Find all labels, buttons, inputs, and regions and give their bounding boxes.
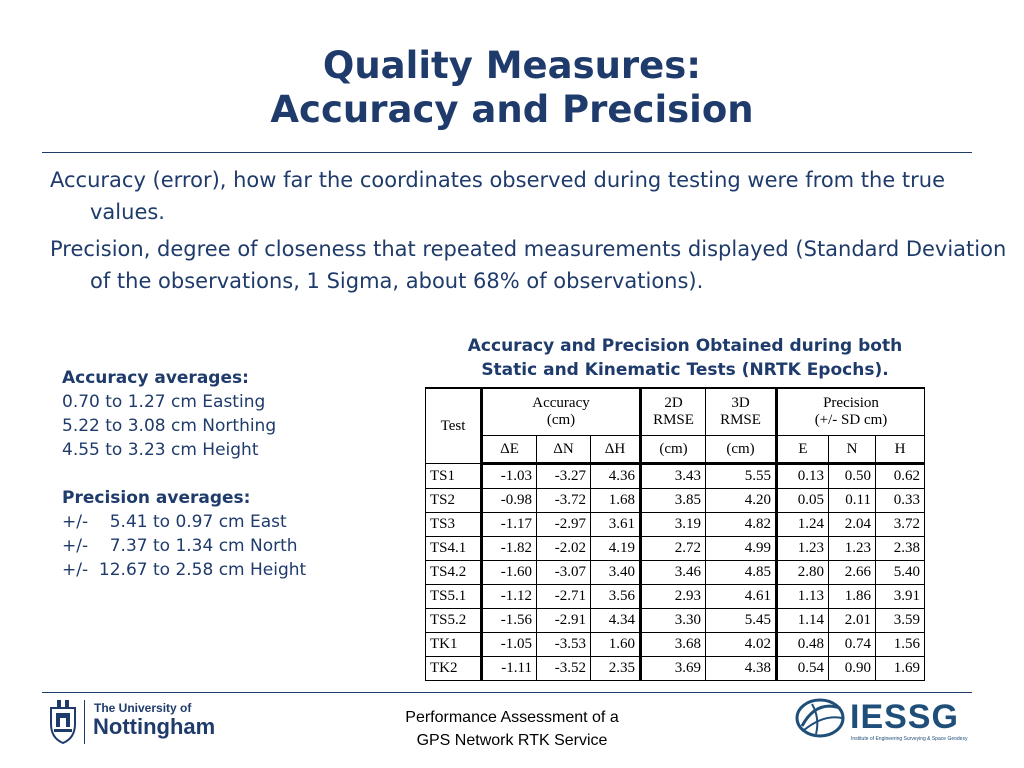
cell-2d-rmse: 3.19 (641, 513, 706, 537)
university-logo (48, 698, 228, 748)
university-name-small: The University of (94, 701, 192, 715)
accuracy-averages-heading: Accuracy averages: (62, 368, 249, 388)
cell-delta-h: 4.34 (591, 609, 641, 633)
precision-line: +/- 12.67 to 2.58 cm Height (62, 560, 307, 580)
header-2d-unit: (cm) (641, 436, 706, 464)
iessg-wordmark: IESSG (850, 698, 959, 736)
cell-delta-n: -3.52 (537, 657, 591, 681)
header-accuracy (482, 388, 641, 436)
cell-precision-h: 3.72 (876, 513, 925, 537)
globe-swirl-icon (794, 696, 848, 740)
header-3d-line-1: 3D (731, 395, 750, 411)
header-delta-e: ΔE (482, 436, 537, 464)
cell-delta-n: -3.53 (537, 633, 591, 657)
cell-delta-e: -1.17 (482, 513, 537, 537)
accuracy-line: 0.70 to 1.27 cm Easting (62, 392, 266, 412)
header-2d-line-1: 2D (664, 395, 683, 411)
accuracy-line: 5.22 to 3.08 cm Northing (62, 416, 277, 436)
table-row (426, 585, 925, 609)
cell-delta-h: 1.60 (591, 633, 641, 657)
header-3d-unit: (cm) (706, 436, 777, 464)
cell-delta-e: -1.82 (482, 537, 537, 561)
table-row (426, 537, 925, 561)
cell-2d-rmse: 3.69 (641, 657, 706, 681)
header-precision (777, 388, 925, 436)
row-test: TK2 (426, 657, 482, 681)
cell-3d-rmse: 4.99 (706, 537, 777, 561)
row-test: TS5.1 (426, 585, 482, 609)
cell-delta-n: -3.07 (537, 561, 591, 585)
row-test: TS4.1 (426, 537, 482, 561)
footer-line-2: GPS Network RTK Service (416, 732, 608, 749)
cell-3d-rmse: 4.85 (706, 561, 777, 585)
cell-2d-rmse: 3.46 (641, 561, 706, 585)
table-row (426, 513, 925, 537)
cell-delta-e: -1.05 (482, 633, 537, 657)
header-precision-e: E (777, 436, 829, 464)
cell-delta-n: -2.71 (537, 585, 591, 609)
header-delta-n: ΔN (537, 436, 591, 464)
averages-panel (62, 366, 306, 582)
cell-precision-h: 1.69 (876, 657, 925, 681)
table-caption-line-2: Static and Kinematic Tests (NRTK Epochs). (481, 360, 889, 380)
header-precision-h: H (876, 436, 925, 464)
table-row (426, 489, 925, 513)
cell-precision-h: 3.59 (876, 609, 925, 633)
cell-precision-n: 1.23 (829, 537, 876, 561)
row-test: TS1 (426, 464, 482, 489)
cell-2d-rmse: 2.72 (641, 537, 706, 561)
cell-2d-rmse: 3.85 (641, 489, 706, 513)
cell-precision-n: 0.11 (829, 489, 876, 513)
cell-delta-n: -2.91 (537, 609, 591, 633)
precision-line: +/- 5.41 to 0.97 cm East (62, 512, 287, 532)
title-line-1: Quality Measures: (322, 44, 702, 87)
cell-precision-e: 0.13 (777, 464, 829, 489)
cell-3d-rmse: 4.82 (706, 513, 777, 537)
footer-title (340, 706, 684, 752)
cell-precision-h: 5.40 (876, 561, 925, 585)
table-body (426, 464, 925, 681)
header-accuracy-line-1: Accuracy (532, 395, 590, 411)
table-row (426, 561, 925, 585)
university-name-large: Nottingham (93, 714, 216, 739)
footer-line-1: Performance Assessment of a (405, 709, 619, 726)
cell-precision-e: 0.48 (777, 633, 829, 657)
cell-precision-h: 3.91 (876, 585, 925, 609)
header-delta-h: ΔH (591, 436, 641, 464)
cell-delta-n: -3.27 (537, 464, 591, 489)
cell-delta-e: -0.98 (482, 489, 537, 513)
cell-precision-e: 2.80 (777, 561, 829, 585)
spacer (62, 462, 306, 486)
cell-delta-e: -1.11 (482, 657, 537, 681)
iessg-subtitle: Institute of Engineering Surveying & Space Geodesy (851, 736, 968, 742)
cell-precision-e: 1.13 (777, 585, 829, 609)
header-accuracy-line-2: (cm) (546, 412, 576, 428)
cell-precision-n: 0.90 (829, 657, 876, 681)
cell-delta-h: 2.35 (591, 657, 641, 681)
cell-delta-e: -1.03 (482, 464, 537, 489)
top-divider (42, 152, 972, 153)
cell-2d-rmse: 3.30 (641, 609, 706, 633)
precision-line: +/- 7.37 to 1.34 cm North (62, 536, 298, 556)
cell-3d-rmse: 4.61 (706, 585, 777, 609)
precision-definition: Precision, degree of closeness that repeated measurements displayed (Standard Deviation of the observations, 1 Sigma, about 68% of observations). (50, 237, 1007, 293)
cell-precision-n: 0.74 (829, 633, 876, 657)
table-row (426, 609, 925, 633)
iessg-logo (794, 696, 974, 752)
header-2d-rmse (641, 388, 706, 436)
row-test: TS3 (426, 513, 482, 537)
cell-delta-e: -1.60 (482, 561, 537, 585)
table-caption-line-1: Accuracy and Precision Obtained during both (467, 336, 903, 356)
header-precision-line-2: (+/- SD cm) (814, 412, 888, 428)
cell-precision-e: 1.24 (777, 513, 829, 537)
cell-precision-n: 2.01 (829, 609, 876, 633)
cell-2d-rmse: 3.43 (641, 464, 706, 489)
table-row (426, 657, 925, 681)
cell-3d-rmse: 5.45 (706, 609, 777, 633)
row-test: TS5.2 (426, 609, 482, 633)
cell-precision-h: 2.38 (876, 537, 925, 561)
cell-delta-h: 4.36 (591, 464, 641, 489)
table-row (426, 633, 925, 657)
cell-delta-n: -2.02 (537, 537, 591, 561)
cell-delta-h: 3.40 (591, 561, 641, 585)
header-3d-rmse (706, 388, 777, 436)
header-test: Test (426, 388, 482, 464)
cell-delta-h: 3.56 (591, 585, 641, 609)
results-table (425, 387, 925, 681)
cell-2d-rmse: 2.93 (641, 585, 706, 609)
cell-delta-e: -1.12 (482, 585, 537, 609)
logo-divider (84, 700, 85, 744)
cell-delta-n: -2.97 (537, 513, 591, 537)
row-test: TS4.2 (426, 561, 482, 585)
cell-3d-rmse: 4.20 (706, 489, 777, 513)
table-caption (420, 334, 950, 382)
bottom-divider (42, 692, 972, 693)
precision-averages-heading: Precision averages: (62, 488, 251, 508)
cell-precision-n: 2.66 (829, 561, 876, 585)
cell-precision-h: 1.56 (876, 633, 925, 657)
cell-delta-h: 1.68 (591, 489, 641, 513)
cell-precision-e: 0.54 (777, 657, 829, 681)
cell-delta-h: 3.61 (591, 513, 641, 537)
cell-2d-rmse: 3.68 (641, 633, 706, 657)
cell-precision-n: 2.04 (829, 513, 876, 537)
cell-delta-n: -3.72 (537, 489, 591, 513)
cell-delta-h: 4.19 (591, 537, 641, 561)
cell-3d-rmse: 4.38 (706, 657, 777, 681)
cell-precision-n: 1.86 (829, 585, 876, 609)
header-precision-n: N (829, 436, 876, 464)
accuracy-definition: Accuracy (error), how far the coordinates observed during testing were from the true values. (50, 168, 946, 224)
row-test: TK1 (426, 633, 482, 657)
university-crest-icon (48, 698, 78, 744)
slide-title (0, 44, 1024, 132)
cell-precision-h: 0.62 (876, 464, 925, 489)
cell-precision-n: 0.50 (829, 464, 876, 489)
cell-delta-e: -1.56 (482, 609, 537, 633)
accuracy-line: 4.55 to 3.23 cm Height (62, 440, 259, 460)
title-line-2: Accuracy and Precision (270, 88, 754, 131)
cell-3d-rmse: 4.02 (706, 633, 777, 657)
row-test: TS2 (426, 489, 482, 513)
header-2d-line-2: RMSE (653, 412, 694, 428)
table-row (426, 464, 925, 489)
cell-precision-e: 1.14 (777, 609, 829, 633)
header-3d-line-2: RMSE (720, 412, 761, 428)
cell-precision-e: 1.23 (777, 537, 829, 561)
cell-3d-rmse: 5.55 (706, 464, 777, 489)
cell-precision-h: 0.33 (876, 489, 925, 513)
header-precision-line-1: Precision (823, 395, 879, 411)
cell-precision-e: 0.05 (777, 489, 829, 513)
